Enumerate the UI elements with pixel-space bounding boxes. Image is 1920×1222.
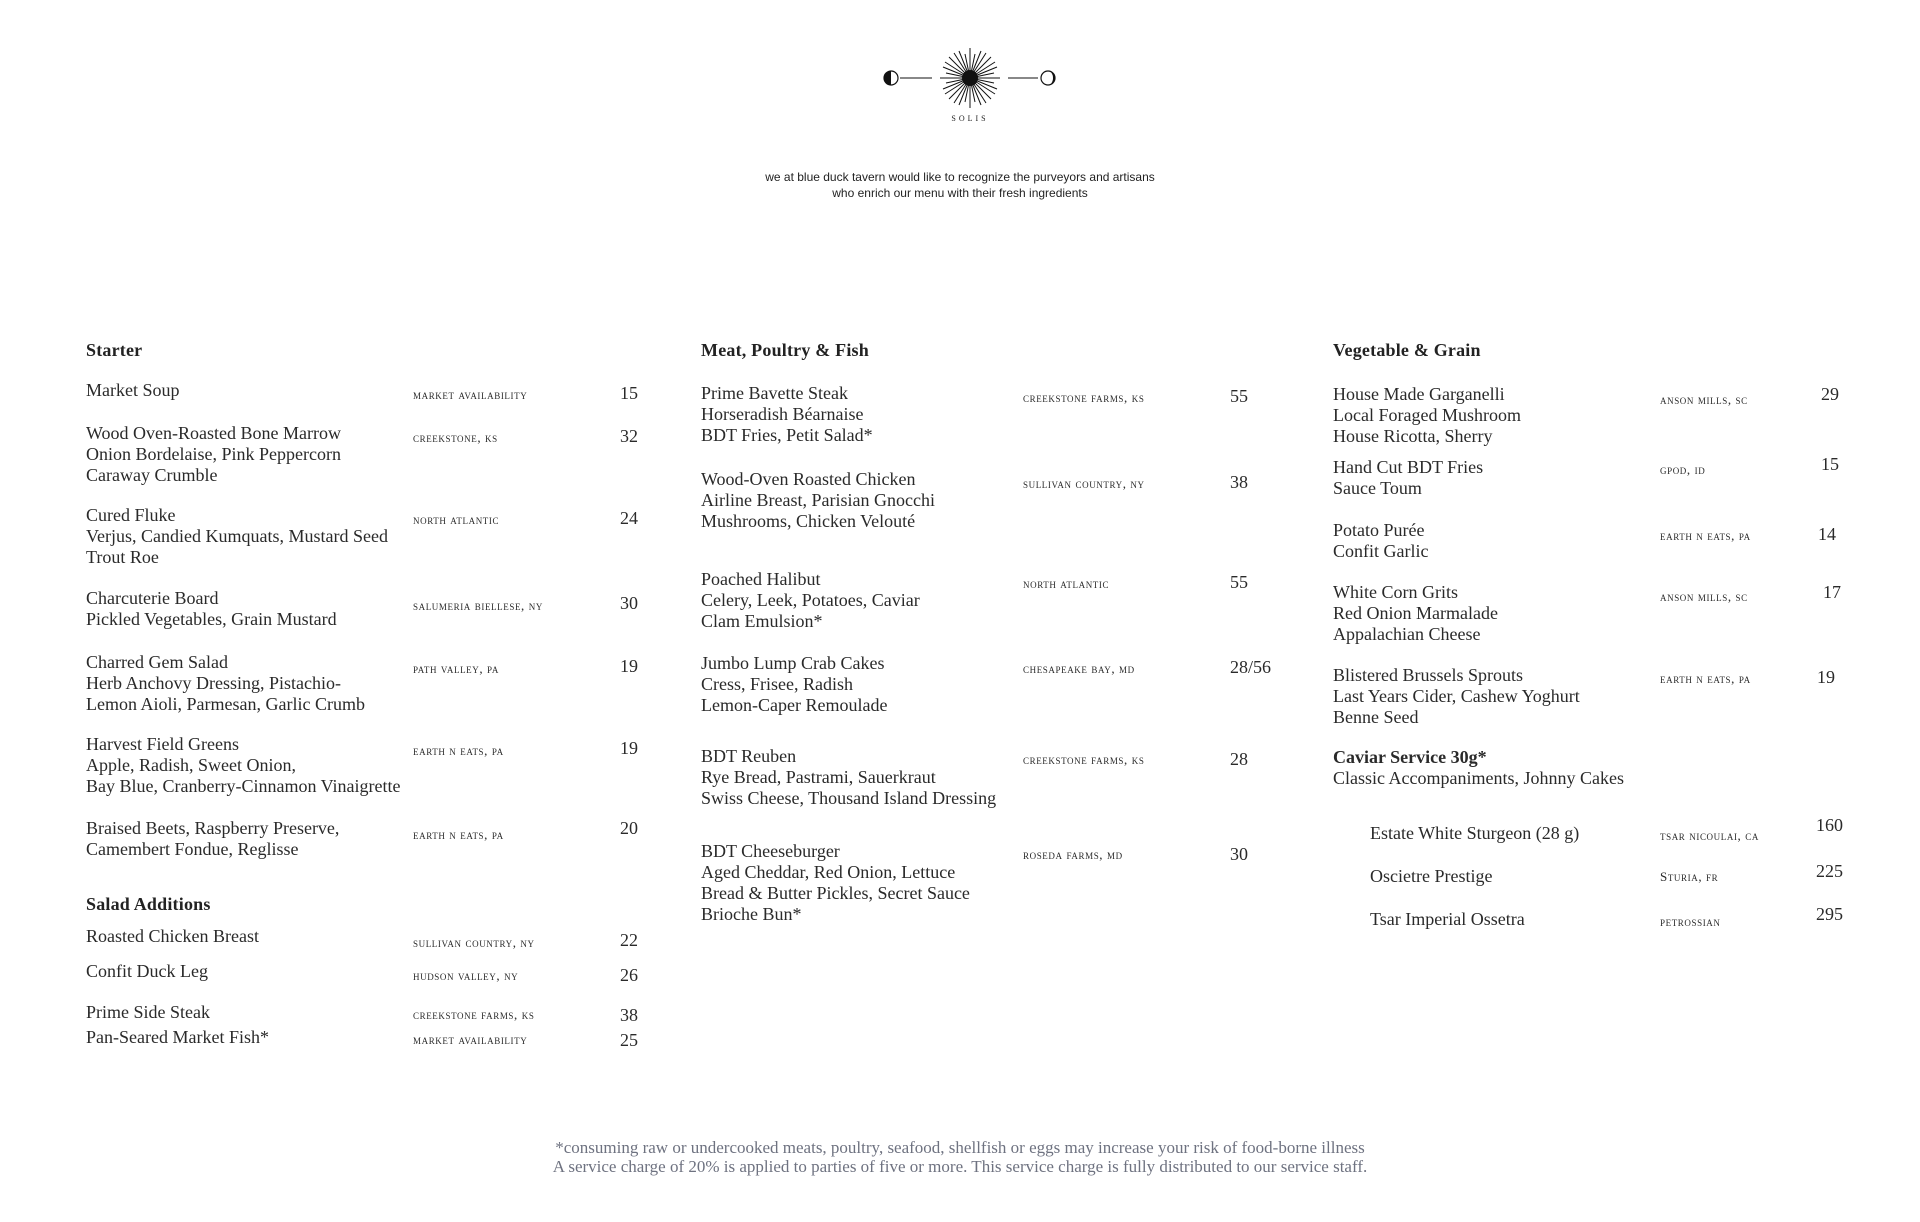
- item-price: 55: [1230, 572, 1248, 592]
- item-name: Charcuterie Board: [86, 588, 219, 608]
- item-desc: Trout Roe: [86, 547, 159, 567]
- item-price: 225: [1816, 861, 1843, 881]
- item-source: earth n eats, pa: [413, 743, 504, 758]
- item-price: 160: [1816, 815, 1843, 835]
- item-name: BDT Cheeseburger: [701, 841, 840, 861]
- section-heading-meat-poultry-fish: Meat, Poultry & Fish: [701, 340, 869, 360]
- item-desc: Rye Bread, Pastrami, Sauerkraut: [701, 767, 936, 787]
- item-source: creekstone farms, ks: [1023, 752, 1145, 767]
- item-desc: House Ricotta, Sherry: [1333, 426, 1493, 446]
- item-name: Potato Purée: [1333, 520, 1425, 540]
- item-source: earth n eats, pa: [413, 827, 504, 842]
- item-desc: Mushrooms, Chicken Velouté: [701, 511, 916, 531]
- item-name: Cured Fluke: [86, 505, 176, 525]
- item-source: petrossian: [1660, 914, 1721, 929]
- item-desc: Horseradish Béarnaise: [701, 404, 864, 424]
- item-name: Prime Side Steak: [86, 1002, 210, 1022]
- item-desc: Pickled Vegetables, Grain Mustard: [86, 609, 337, 629]
- item-name: Poached Halibut: [701, 569, 821, 589]
- item-name: Prime Bavette Steak: [701, 383, 848, 403]
- item-source: market availability: [413, 387, 528, 402]
- item-source: north atlantic: [1023, 576, 1110, 591]
- item-desc: Bread & Butter Pickles, Secret Sauce: [701, 883, 970, 903]
- item-price: 15: [1821, 454, 1839, 474]
- item-price: 28: [1230, 749, 1248, 769]
- item-source: anson mills, sc: [1660, 589, 1748, 604]
- item-price: 29: [1821, 384, 1839, 404]
- item-name: Pan-Seared Market Fish*: [86, 1027, 269, 1047]
- section-heading-salad-additions: Salad Additions: [86, 894, 211, 914]
- item-source: salumeria biellese, ny: [413, 598, 543, 613]
- item-desc: Last Years Cider, Cashew Yoghurt: [1333, 686, 1580, 706]
- sun-moon-icon: [880, 48, 1060, 118]
- item-price: 38: [1230, 472, 1248, 492]
- item-name: Estate White Sturgeon (28 g): [1370, 823, 1580, 843]
- item-desc: Onion Bordelaise, Pink Peppercorn: [86, 444, 341, 464]
- logo-wordmark: SOLIS: [951, 114, 989, 123]
- item-desc: Bay Blue, Cranberry-Cinnamon Vinaigrette: [86, 776, 401, 796]
- item-source: creekstone, ks: [413, 430, 498, 445]
- item-name: Jumbo Lump Crab Cakes: [701, 653, 885, 673]
- item-desc: BDT Fries, Petit Salad*: [701, 425, 873, 445]
- item-source: sullivan country, ny: [413, 935, 535, 950]
- solis-logo: [880, 48, 1060, 134]
- item-desc: Aged Cheddar, Red Onion, Lettuce: [701, 862, 956, 882]
- intro-line: we at blue duck tavern would like to recognize the purveyors and artisans: [765, 170, 1155, 184]
- item-price: 22: [620, 930, 638, 950]
- item-desc: Swiss Cheese, Thousand Island Dressing: [701, 788, 997, 808]
- item-source: creekstone farms, ks: [1023, 390, 1145, 405]
- intro-text: [0, 169, 1920, 201]
- item-price: 38: [620, 1005, 638, 1025]
- item-name: House Made Garganelli: [1333, 384, 1505, 404]
- item-desc: Cress, Frisee, Radish: [701, 674, 853, 694]
- item-name: Wood Oven-Roasted Bone Marrow: [86, 423, 341, 443]
- item-name: Braised Beets, Raspberry Preserve,: [86, 818, 340, 838]
- item-desc: Lemon Aioli, Parmesan, Garlic Crumb: [86, 694, 365, 714]
- item-source: earth n eats, pa: [1660, 528, 1751, 543]
- item-name: Market Soup: [86, 380, 180, 400]
- item-price: 30: [1230, 844, 1248, 864]
- item-desc: Local Foraged Mushroom: [1333, 405, 1521, 425]
- item-desc: Caraway Crumble: [86, 465, 218, 485]
- item-price: 24: [620, 508, 638, 528]
- item-source: Sturia, fr: [1660, 869, 1719, 884]
- item-name: Oscietre Prestige: [1370, 866, 1493, 886]
- item-desc: Airline Breast, Parisian Gnocchi: [701, 490, 935, 510]
- item-desc: Herb Anchovy Dressing, Pistachio-: [86, 673, 341, 693]
- footer-service-charge: A service charge of 20% is applied to parties of five or more. This service charge is fully distributed to our service staff.: [552, 1157, 1368, 1176]
- item-source: chesapeake bay, md: [1023, 661, 1135, 676]
- item-price: 295: [1816, 904, 1843, 924]
- item-source: tsar nicoulai, ca: [1660, 828, 1759, 843]
- item-desc: Apple, Radish, Sweet Onion,: [86, 755, 296, 775]
- item-price: 20: [620, 818, 638, 838]
- item-price: 30: [620, 593, 638, 613]
- footer-disclaimer: *consuming raw or undercooked meats, poultry, seafood, shellfish or eggs may increase your risk of food-borne illness: [555, 1138, 1365, 1157]
- item-desc: Camembert Fondue, Reglisse: [86, 839, 299, 859]
- item-source: north atlantic: [413, 512, 500, 527]
- item-desc: Lemon-Caper Remoulade: [701, 695, 888, 715]
- item-desc: Confit Garlic: [1333, 541, 1429, 561]
- item-desc: Celery, Leek, Potatoes, Caviar: [701, 590, 920, 610]
- item-source: earth n eats, pa: [1660, 671, 1751, 686]
- item-desc: Verjus, Candied Kumquats, Mustard Seed: [86, 526, 388, 546]
- section-heading-vegetable-grain: Vegetable & Grain: [1333, 340, 1481, 360]
- item-price: 19: [1817, 667, 1835, 687]
- item-name: Caviar Service 30g*: [1333, 747, 1487, 767]
- intro-line: who enrich our menu with their fresh ingredients: [832, 186, 1088, 200]
- section-heading-starter: Starter: [86, 340, 143, 360]
- item-name: Tsar Imperial Ossetra: [1370, 909, 1525, 929]
- item-desc: Clam Emulsion*: [701, 611, 823, 631]
- item-name: Confit Duck Leg: [86, 961, 208, 981]
- item-name: Wood-Oven Roasted Chicken: [701, 469, 916, 489]
- item-price: 19: [620, 656, 638, 676]
- item-price: 28/56: [1230, 657, 1272, 677]
- item-desc: Brioche Bun*: [701, 904, 802, 924]
- item-price: 15: [620, 383, 638, 403]
- item-source: hudson valley, ny: [413, 968, 519, 983]
- item-source: sullivan country, ny: [1023, 476, 1145, 491]
- footer-notes: [0, 1138, 1920, 1176]
- item-price: 25: [620, 1030, 638, 1050]
- item-name: Harvest Field Greens: [86, 734, 239, 754]
- item-price: 26: [620, 965, 638, 985]
- item-price: 32: [620, 426, 638, 446]
- item-source: creekstone farms, ks: [413, 1007, 535, 1022]
- item-desc: Appalachian Cheese: [1333, 624, 1481, 644]
- item-price: 14: [1818, 524, 1836, 544]
- item-desc: Red Onion Marmalade: [1333, 603, 1498, 623]
- item-source: gpod, id: [1660, 462, 1706, 477]
- item-source: roseda farms, md: [1023, 847, 1123, 862]
- item-source: market availability: [413, 1032, 528, 1047]
- item-source: anson mills, sc: [1660, 392, 1748, 407]
- item-name: Roasted Chicken Breast: [86, 926, 259, 946]
- item-price: 17: [1823, 582, 1841, 602]
- item-name: Hand Cut BDT Fries: [1333, 457, 1484, 477]
- item-price: 55: [1230, 386, 1248, 406]
- item-price: 19: [620, 738, 638, 758]
- item-name: Blistered Brussels Sprouts: [1333, 665, 1524, 685]
- item-name: Charred Gem Salad: [86, 652, 228, 672]
- item-name: White Corn Grits: [1333, 582, 1458, 602]
- item-desc: Sauce Toum: [1333, 478, 1422, 498]
- item-desc: Classic Accompaniments, Johnny Cakes: [1333, 768, 1624, 788]
- item-source: path valley, pa: [413, 661, 499, 676]
- item-name: BDT Reuben: [701, 746, 797, 766]
- item-desc: Benne Seed: [1333, 707, 1419, 727]
